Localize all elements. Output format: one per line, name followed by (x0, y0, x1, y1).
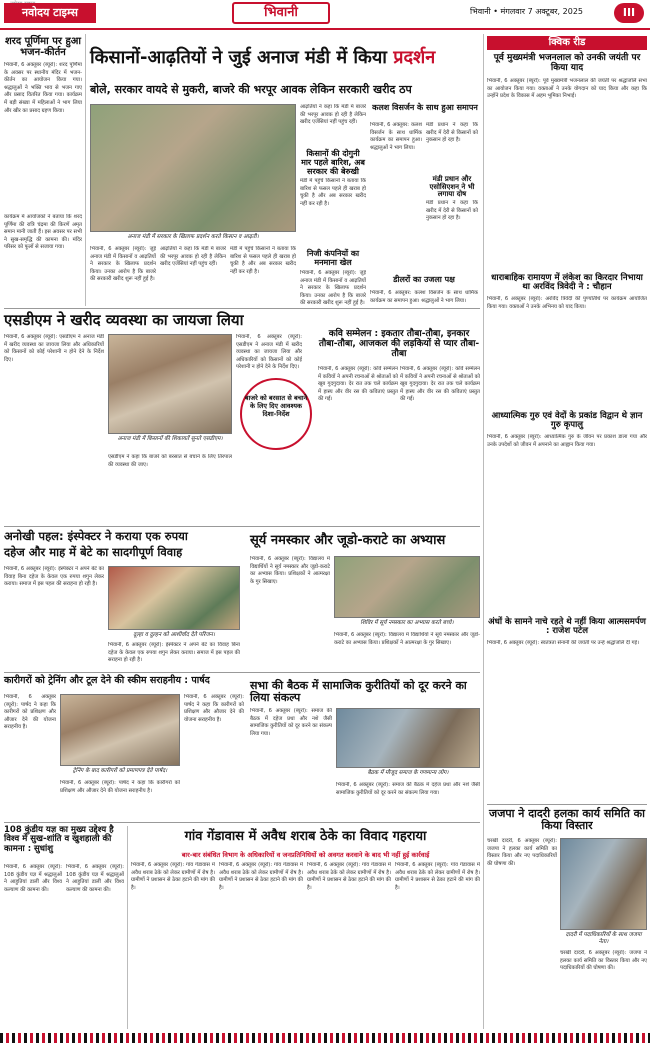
divider (4, 308, 480, 309)
jjp-body: चरखी दादरी, 6 अक्तूबर (ब्यूरो): जजपा ने हलका कार्य समिति का विस्तार किया और नए पदाधिकारियों की घोषणा की। (487, 838, 557, 867)
kund-headline: 108 कुंडीय यज्ञ का मुख्य उद्देश्य है विश्व में सुख-शांति व खुशहाली की कामना : सुधांशु (4, 825, 114, 854)
divider (483, 34, 484, 1029)
left-body-2: कार्यक्रम में आयोजकों ने बताया कि शरद पूर्णिमा की रात्रि चंद्रमा की किरणें अमृत समान मानी जाती हैं। इस अवसर पर सभी ने सुख-समृद्धि की कामना की। मंदिर परिसर को फूलों से सजाया गया। (4, 214, 82, 251)
sabha-photo (336, 708, 480, 768)
ramayan-body: भिवानी, 6 अक्तूबर (ब्यूरो): अरविंद त्रिवेदी की पुण्यतिथि पर कार्यक्रम आयोजित किया गया। वक्ताओं ने उनके अभिनय को याद किया। (487, 296, 647, 310)
kund-body-1: भिवानी, 6 अक्तूबर (ब्यूरो): 108 कुंडीय यज्ञ में श्रद्धालुओं ने आहुतियां डालीं और विश्व कल्याण की कामना की। (4, 864, 62, 893)
gandi-body-4: भिवानी, 6 अक्तूबर (ब्यूरो): गांव गेंडावास में अवैध शराब ठेके को लेकर ग्रामीणों में रोष है। ग्रामीणों ने प्रशासन से ठेका हटाने की मांग की है। (395, 862, 480, 891)
dahej-caption: दूल्हा व दुल्हन को आशीर्वाद देते परिजन। (133, 632, 215, 638)
sabha-caption: बैठक में मौजूद समाज के गणमान्य लोग। (367, 770, 449, 776)
sdm-photo (108, 334, 232, 434)
brand-logo: नवोदय टाइम्स (4, 3, 96, 23)
surya-body-2: भिवानी, 6 अक्तूबर (ब्यूरो): विद्यालय में विद्यार्थियों ने सूर्य नमस्कार और जूडो-कराटे का अभ्यास किया। प्रशिक्षकों ने आत्मरक्षा के गुर सिखाए। (334, 632, 480, 646)
jjp-headline: जजपा ने दादरी हलका कार्य समिति का किया विस्तार (489, 807, 645, 833)
bhajanlal-headline: पूर्व मुख्यमंत्री भजनलाल को उनकी जयंती पर किया याद (493, 53, 641, 73)
kalash-body-2: मंडी प्रधान ने कहा कि खरीद में देरी से किसानों को नुकसान हो रहा है। (426, 122, 478, 144)
kripalu-headline: आध्यात्मिक गुरु एवं वेदों के प्रकांड विद्वान थे ज्ञान गुरु कृपालु (491, 411, 643, 431)
divider (4, 672, 480, 673)
left-headline: शरद पूर्णिमा पर हुआ भजन-कीर्तन (4, 36, 81, 58)
kalash-body-1: भिवानी, 6 अक्तूबर: कलश विसर्जन के साथ धार्मिक कार्यक्रम का समापन हुआ। श्रद्धालुओं ने भाग लिया। (370, 122, 422, 151)
sdm-callout: बाजरे को बरसात से बचाने के लिए दिए आवश्यक दिशा-निर्देश (240, 378, 312, 450)
gandi-subhead: बार-बार संबंधित विभाग के अधिकारियों व जनप्रतिनिधियों को अवगत करवाने के बाद भी नहीं हुई कार्रवाई (181, 851, 430, 859)
lead-headline-accent: प्रदर्शन (393, 47, 436, 68)
surya-caption: शिविर में सूर्य नमस्कार का अभ्यास करते बच्चे। (360, 620, 454, 626)
footer-registration-strip (0, 1033, 650, 1043)
mandi-body: मंडी प्रधान ने कहा कि खरीद में देरी से किसानों को नुकसान हो रहा है। (426, 200, 478, 222)
patel-body: भिवानी, 6 अक्तूबर (ब्यूरो): स्वतंत्रता सेनानी की जयंती पर उन्हें श्रद्धांजलि दी गई। (487, 640, 640, 646)
lead-body-5: मंडी में पहुंचे किसानों ने बताया कि बारिश से फसल पहले ही खराब हो चुकी है और अब सरकार खरीद नहीं कर रही है। (300, 178, 366, 207)
divider (4, 822, 480, 823)
karigar-body-2: भिवानी, 6 अक्तूबर (ब्यूरो): पार्षद ने कहा कि कारीगरों को प्रशिक्षण और औजार देने की योजना सराहनीय है। (60, 780, 180, 794)
karigar-headline: कारीगरों को ट्रेनिंग और टूल देने की स्कीम सराहनीय : पार्षद (4, 675, 210, 686)
kavi-body-1: भिवानी, 6 अक्तूबर (ब्यूरो): कवि सम्मेलन में कवियों ने अपनी रचनाओं से श्रोताओं को खूब गुदगुदाया। देर रात तक चले कार्यक्रम में हास्य और वीर रस की कविताएं प्रस्तुत की गईं। (318, 366, 398, 403)
sdm-headline: एसडीएम ने खरीद व्यवस्था का जायजा लिया (4, 311, 244, 329)
karigar-body-3: भिवानी, 6 अक्तूबर (ब्यूरो): पार्षद ने कहा कि कारीगरों को प्रशिक्षण और औजार देने की योजना सराहनीय है। (184, 694, 244, 723)
lead-body-1: भिवानी, 6 अक्तूबर (ब्यूरो): जुई अनाज मंडी में किसानों व आढ़तियों ने सरकार के खिलाफ प्रदर्शन किया। उनका आरोप है कि बाजरे की सरकारी खरीद शुरू नहीं हुई है। (90, 246, 156, 283)
sdm-body-2: एसडीएम ने कहा कि बाजरे को बरसात से बचाने के लिए तिरपाल की व्यवस्था की जाए। (108, 454, 232, 468)
dahej-headline-1: अनोखी पहल: इंस्पेक्टर ने कराया एक रुपया (4, 529, 188, 543)
kund-body-2: भिवानी, 6 अक्तूबर (ब्यूरो): 108 कुंडीय यज्ञ में श्रद्धालुओं ने आहुतियां डालीं और विश्व कल्याण की कामना की। (66, 864, 124, 893)
surya-photo (334, 556, 480, 618)
karigar-body-1: भिवानी, 6 अक्तूबर (ब्यूरो): पार्षद ने कहा कि कारीगरों को प्रशिक्षण और औजार देने की योजना सराहनीय है। (4, 694, 56, 731)
divider (127, 826, 128, 1029)
dahej-headline-2: दहेज और माह में बेटे का सादगीपूर्ण विवाह (4, 545, 183, 559)
patel-headline: अंधों के सामने नाचे रहते थे नहीं किया आत्मसमर्पण : राजेश पटेल (488, 617, 646, 637)
dealer-body: भिवानी, 6 अक्तूबर: कलश विसर्जन के साथ धार्मिक कार्यक्रम का समापन हुआ। श्रद्धालुओं ने भाग लिया। (370, 290, 478, 304)
sabha-body-2: भिवानी, 6 अक्तूबर (ब्यूरो): समाज की बैठक में दहेज प्रथा और नशे जैसी सामाजिक कुरीतियों को दूर करने का संकल्प लिया गया। (336, 782, 480, 796)
left-body-1: भिवानी, 6 अक्तूबर (ब्यूरो): शरद पूर्णिमा के अवसर पर स्थानीय मंदिर में भजन-कीर्तन का आयोजन किया गया। श्रद्धालुओं ने भक्ति भाव से भजन गाए और प्रसाद वितरित किया गया। कार्यक्रम में बड़ी संख्या में महिलाओं ने भाग लिया और खीर का प्रसाद ग्रहण किया। (4, 62, 82, 114)
dahej-body-2: भिवानी, 6 अक्तूबर (ब्यूरो): इंस्पेक्टर ने अपने बेटे का विवाह बिना दहेज के केवल एक रुपया शगुन लेकर कराया। समाज में इस पहल की सराहना हो रही है। (108, 642, 240, 664)
gandi-body-3: भिवानी, 6 अक्तूबर (ब्यूरो): गांव गेंडावास में अवैध शराब ठेके को लेकर ग्रामीणों में रोष है। ग्रामीणों ने प्रशासन से ठेका हटाने की मांग की है। (307, 862, 391, 891)
lead-subhead-2: किसानों की दोगुनी मार पहले बारिश, अब सरकार की बेरुखी (301, 149, 365, 176)
dealer-subhead: डीलरों का उजला पक्ष (393, 275, 455, 284)
surya-body-1: भिवानी, 6 अक्तूबर (ब्यूरो): विद्यालय में विद्यार्थियों ने सूर्य नमस्कार और जूडो-कराटे का अभ्यास किया। प्रशिक्षकों ने आत्मरक्षा के गुर सिखाए। (250, 556, 330, 585)
lead-caption: अनाज मंडी में सरकार के खिलाफ प्रदर्शन करते किसान व आढ़ती। (127, 234, 259, 240)
lead-headline: किसानों-आढ़तियों ने जुई अनाज मंडी में किया प्रदर्शन (90, 47, 436, 68)
kripalu-body: भिवानी, 6 अक्तूबर (ब्यूरो): आध्यात्मिक गुरु के जीवन पर प्रकाश डाला गया और उनके उपदेशों को जीवन में अपनाने का आह्वान किया गया। (487, 434, 647, 448)
page-number: III (614, 3, 644, 23)
divider (85, 34, 86, 306)
bhajanlal-body: भिवानी, 6 अक्तूबर (ब्यूरो): पूर्व मुख्यमंत्री भजनलाल की जयंती पर श्रद्धांजलि सभा का आयोजन किया गया। वक्ताओं ने उनके योगदान को याद किया और कहा कि उन्होंने प्रदेश के विकास में अहम भूमिका निभाई। (487, 78, 647, 100)
kavi-headline: कवि सम्मेलन : इकतार तौबा-तौबा, इनकार तौबा-तौबा, आजकल की लड़कियों से प्यार तौबा-तौबा (318, 329, 480, 359)
karigar-photo (60, 694, 180, 766)
mandi-subhead: मंडी प्रधान और एसोसिएशन ने भी लगाया दोष (429, 175, 475, 199)
dateline: भिवानी • मंगलवार 7 अक्टूबर, 2025 (470, 7, 584, 16)
lead-photo (90, 104, 296, 232)
divider (487, 804, 647, 805)
jjp-photo (560, 838, 647, 930)
kalash-headline: कलश विसर्जन के साथ हुआ समापन (372, 103, 478, 112)
sdm-body-1: भिवानी, 6 अक्तूबर (ब्यूरो): एसडीएम ने अनाज मंडी में खरीद व्यवस्था का जायजा लिया और अधिकारियों को किसानों को कोई परेशानी न होने देने के निर्देश दिए। (4, 334, 104, 363)
ramayan-headline: धाराबाहिक रामायण में लंकेश का किरदार निभाया था अरविंद त्रिवेदी ने : चौहान (491, 273, 643, 293)
dahej-body-1: भिवानी, 6 अक्तूबर (ब्यूरो): इंस्पेक्टर ने अपने बेटे का विवाह बिना दहेज के केवल एक रुपया शगुन लेकर कराया। समाज में इस पहल की सराहना हो रही है। (4, 566, 104, 588)
sabha-headline: सभा की बैठक में सामाजिक कुरीतियों को दूर करने का लिया संकल्प (250, 679, 467, 705)
sdm-caption: अनाज मंडी में किसानों की शिकायतें सुनते एसडीएम। (117, 436, 223, 442)
lead-body-4: आढ़तियों ने कहा कि मंडी में बाजरे की भरपूर आवक हो रही है लेकिन खरीद एजेंसियां नहीं पहुंच रहीं। (300, 104, 366, 126)
divider (4, 526, 480, 527)
gandi-body-2: भिवानी, 6 अक्तूबर (ब्यूरो): गांव गेंडावास में अवैध शराब ठेके को लेकर ग्रामीणों में रोष है। ग्रामीणों ने प्रशासन से ठेका हटाने की मांग की है। (219, 862, 303, 891)
jjp-body-2: चरखी दादरी, 6 अक्तूबर (ब्यूरो): जजपा ने हलका कार्य समिति का विस्तार किया और नए पदाधिकारियों की घोषणा की। (560, 950, 647, 972)
lead-body-3: मंडी में पहुंचे किसानों ने बताया कि बारिश से फसल पहले ही खराब हो चुकी है और अब सरकार खरीद नहीं कर रही है। (230, 246, 296, 275)
quick-read-kicker: क्विक रीड (487, 36, 647, 50)
lead-subhead-3: निजी कंपनियों का मनमाना खेल (306, 249, 360, 267)
gandi-headline: गांव गेंडावास में अवैध शराब ठेके का विवाद गहराया (184, 829, 427, 844)
sdm-body-3: भिवानी, 6 अक्तूबर (ब्यूरो): एसडीएम ने अनाज मंडी में खरीद व्यवस्था का जायजा लिया और अधिकारियों को किसानों को कोई परेशानी न होने देने के निर्देश दिए। (236, 334, 302, 371)
lead-body-2: आढ़तियों ने कहा कि मंडी में बाजरे की भरपूर आवक हो रही है लेकिन खरीद एजेंसियां नहीं पहुंच रहीं। (160, 246, 226, 268)
jjp-caption: दादरी में पदाधिकारियों के साथ जजपा नेता। (565, 932, 642, 945)
karigar-caption: ट्रेनिंग के बाद कारीगरों को प्रमाणपत्र देते पार्षद। (72, 768, 168, 774)
surya-headline: सूर्य नमस्कार और जूडो-कराटे का अभ्यास (250, 533, 446, 548)
gandi-body-1: भिवानी, 6 अक्तूबर (ब्यूरो): गांव गेंडावास में अवैध शराब ठेके को लेकर ग्रामीणों में रोष है। ग्रामीणों ने प्रशासन से ठेका हटाने की मांग की है। (131, 862, 215, 891)
kavi-body-2: भिवानी, 6 अक्तूबर (ब्यूरो): कवि सम्मेलन में कवियों ने अपनी रचनाओं से श्रोताओं को खूब गुदगुदाया। देर रात तक चले कार्यक्रम में हास्य और वीर रस की कविताएं प्रस्तुत की गईं। (400, 366, 480, 403)
lead-subhead: बोले, सरकार वायदे से मुकरी, बाजरे की भरपूर आवक लेकिन सरकारी खरीद ठप (90, 83, 412, 96)
section-city: भिवानी (232, 2, 330, 24)
dahej-photo (108, 566, 240, 630)
lead-body-6: भिवानी, 6 अक्तूबर (ब्यूरो): जुई अनाज मंडी में किसानों व आढ़तियों ने सरकार के खिलाफ प्रदर्शन किया। उनका आरोप है कि बाजरे की सरकारी खरीद शुरू नहीं हुई है। (300, 270, 366, 306)
sabha-body-1: भिवानी, 6 अक्तूबर (ब्यूरो): समाज की बैठक में दहेज प्रथा और नशे जैसी सामाजिक कुरीतियों को दूर करने का संकल्प लिया गया। (250, 708, 332, 737)
